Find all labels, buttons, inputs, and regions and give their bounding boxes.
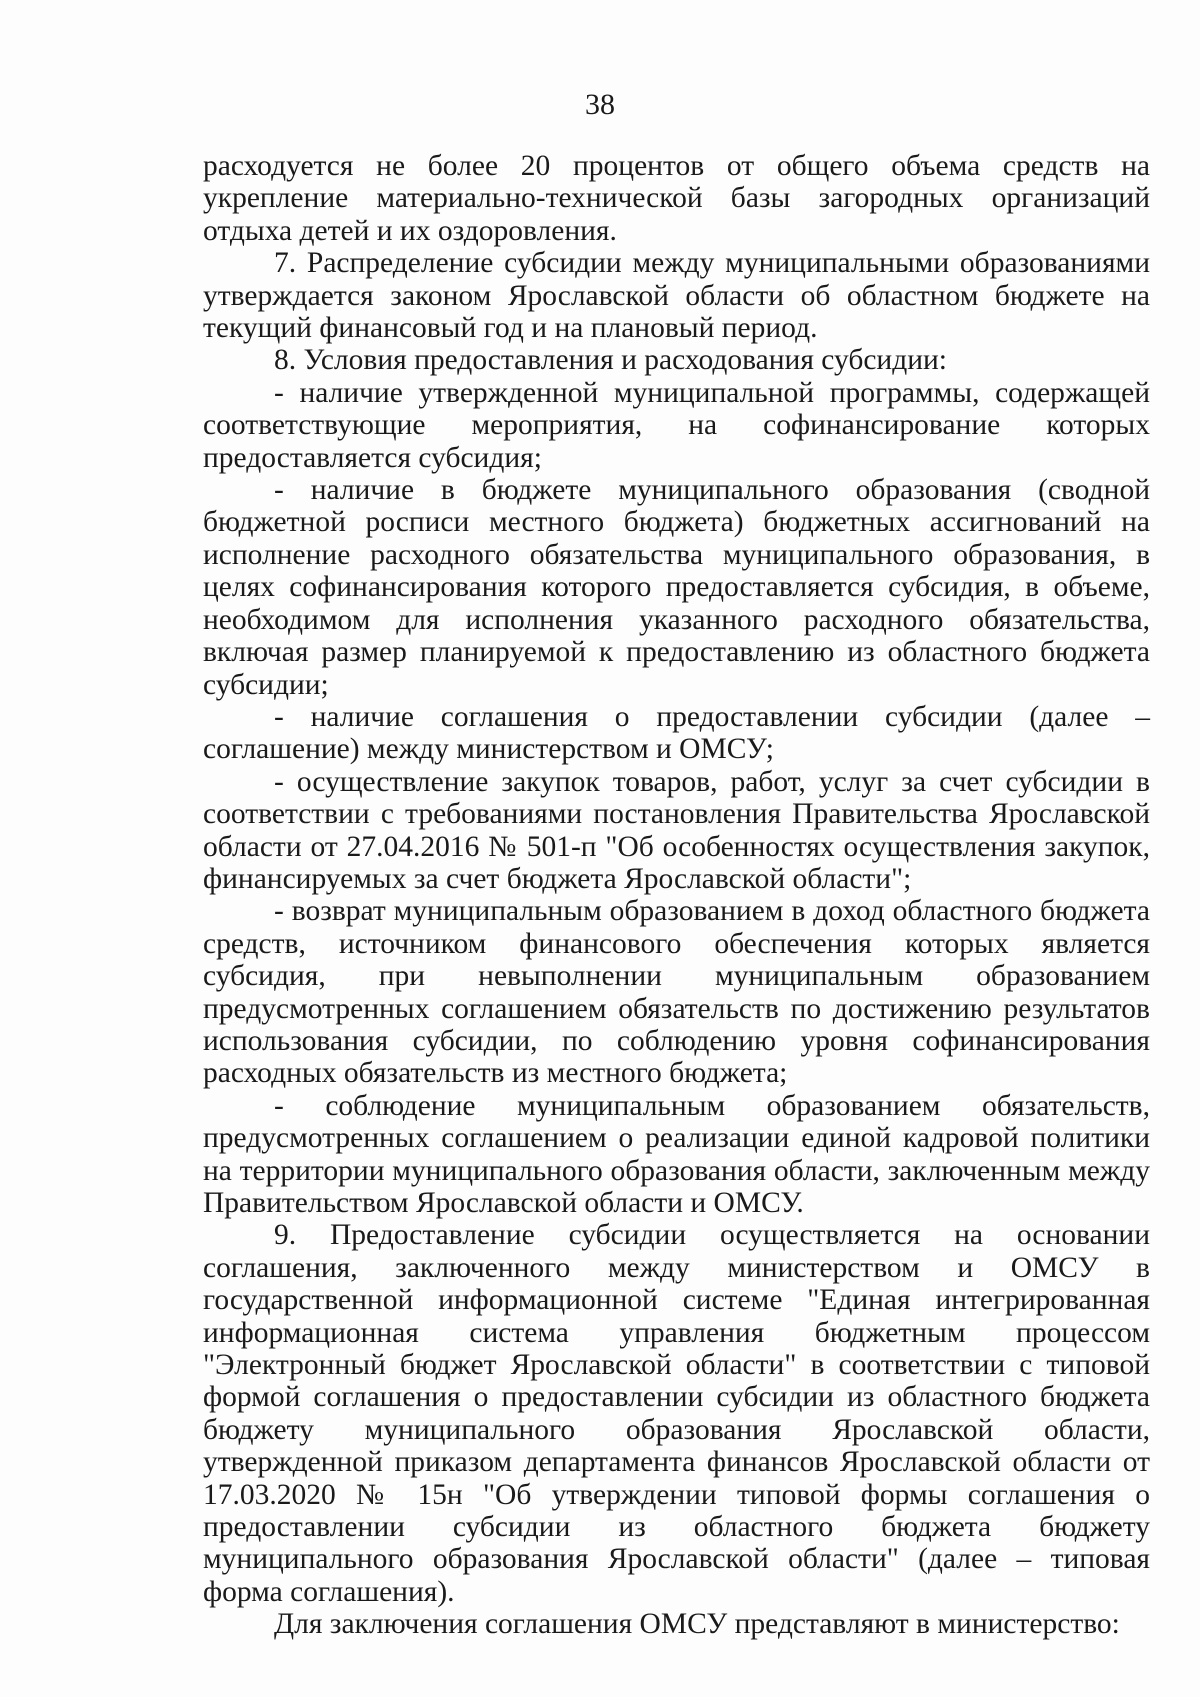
paragraph: - осуществление закупок товаров, работ, услуг за счет субсидии в соответствии с требованиями постановления Правительства Ярославской области от 27.04.2016 № 501-п "Об особенностях осуществления закупок, финансируемых за счет бюджета Ярославской области"; xyxy=(203,765,1150,895)
paragraph: - соблюдение муниципальным образованием обязательств, предусмотренных соглашением о реализации единой кадровой политики на территории муниципального образования области, заключенным между Правительством Ярославской области и ОМСУ. xyxy=(203,1089,1150,1219)
paragraph: 7. Распределение субсидии между муниципальными образованиями утверждается законом Ярославской области об областном бюджете на текущий финансовый год и на плановый период. xyxy=(203,247,1150,345)
paragraph: - наличие утвержденной муниципальной программы, содержащей соответствующие мероприятия, на софинансирование которых предоставляется субсидия; xyxy=(203,376,1150,474)
paragraph: 9. Предоставление субсидии осуществляется на основании соглашения, заключенного между министерством и ОМСУ в государственной информационной системе "Единая интегрированная информационная система управления бюджетным процессом "Электронный бюджет Ярославской области" в соответствии с типовой формой соглашения о предоставлении субсидии из областного бюджета бюджету муниципального образования Ярославской области, утвержденной приказом департамента финансов Ярославской области от 17.03.2020 № 15н "Об утверждении типовой формы соглашения о предоставлении субсидии из областного бюджета бюджету муниципального образования Ярославской области" (далее – типовая форма соглашения). xyxy=(203,1219,1150,1608)
paragraph: Для заключения соглашения ОМСУ представляют в министерство: xyxy=(274,1608,1120,1641)
page-number: 38 xyxy=(585,88,615,121)
paragraph: расходуется не более 20 процентов от общего объема средств на укрепление материально-технической базы загородных организаций отдыха детей и их оздоровления. xyxy=(203,150,1150,247)
paragraph: - наличие соглашения о предоставлении субсидии (далее – соглашение) между министерством и ОМСУ; xyxy=(203,700,1150,766)
document-body xyxy=(203,150,1150,1641)
paragraph: - возврат муниципальным образованием в доход областного бюджета средств, источником финансового обеспечения которых является субсидия, при невыполнении муниципальным образованием предусмотренных соглашением обязательств по достижению результатов использования субсидии, по соблюдению уровня софинансирования расходных обязательств из местного бюджета; xyxy=(203,895,1150,1090)
paragraph: - наличие в бюджете муниципального образования (сводной бюджетной росписи местного бюджета) бюджетных ассигнований на исполнение расходного обязательства муниципального образования, в целях софинансирования которого предоставляется субсидия, в объеме, необходимом для исполнения указанного расходного обязательства, включая размер планируемой к предоставлению из областного бюджета субсидии; xyxy=(203,474,1150,701)
paragraph: 8. Условия предоставления и расходования субсидии: xyxy=(274,344,947,377)
